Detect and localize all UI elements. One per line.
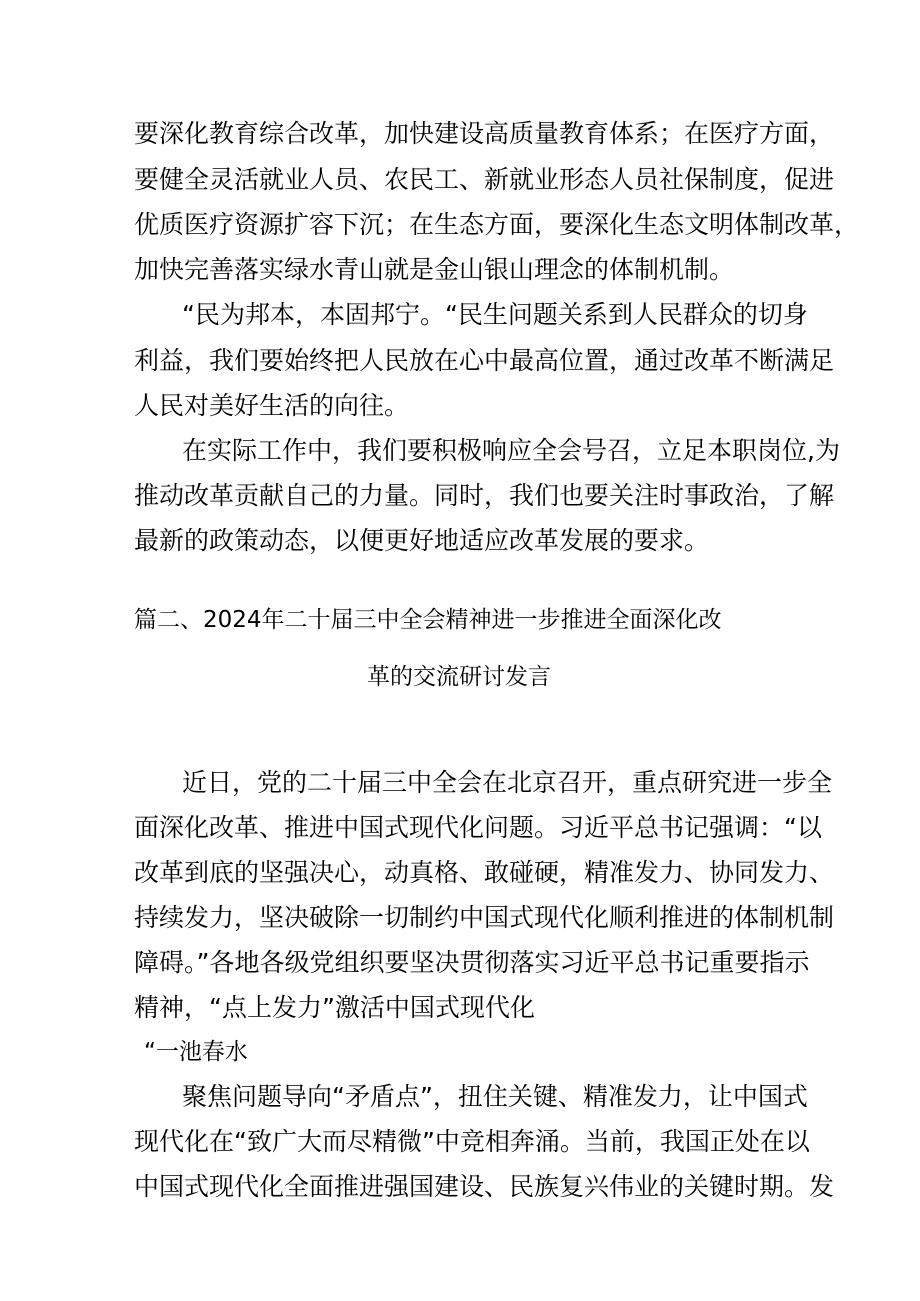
text-line: 利益，我们要始终把人民放在心中最高位置，通过改革不断满足 bbox=[134, 346, 835, 375]
text-line: 人民对美好生活的向往。 bbox=[134, 391, 410, 420]
text-line: 要健全灵活就业人员、农民工、新就业形态人员社保制度，促进 bbox=[134, 165, 835, 194]
text-line: 持续发力，坚决破除一切制约中国式现代化顺利推进的体制机制 bbox=[134, 903, 835, 932]
paragraph-first-line: “民为邦本，本固邦宁。“民生问题关系到人民群众的切身 bbox=[182, 300, 808, 329]
text-line: 障碍。”各地各级党组织要坚决贯彻落实习近平总书记重要指示 bbox=[134, 948, 810, 977]
section-heading-continued: 革的交流研讨发言 bbox=[367, 664, 551, 690]
paragraph-first-line: 在实际工作中，我们要积极响应全会号召，立足本职岗位,为 bbox=[182, 436, 840, 465]
text-fragment: “一池春水 bbox=[144, 1039, 248, 1065]
text-line: 现代化在“致广大而尽精微”中竞相奔涌。当前，我国正处在以 bbox=[134, 1127, 810, 1156]
paragraph-first-line: 聚焦问题导向“矛盾点”，扭住关键、精准发力，让中国式 bbox=[182, 1082, 808, 1111]
section-heading: 篇二、2024年二十届三中全会精神进一步推进全面深化改 bbox=[134, 607, 722, 633]
text-line: 优质医疗资源扩容下沉；在生态方面，要深化生态文明体制改革， bbox=[134, 210, 860, 239]
text-line: 改革到底的坚强决心，动真格、敢碰硬，精准发力、协同发力、 bbox=[134, 858, 835, 887]
text-line: 面深化改革、推进中国式现代化问题。习近平总书记强调：“以 bbox=[134, 813, 822, 842]
text-line: 要深化教育综合改革，加快建设高质量教育体系；在医疗方面， bbox=[134, 119, 835, 148]
text-line: 推动改革贡献自己的力量。同时，我们也要关注时事政治，了解 bbox=[134, 481, 835, 510]
text-line: 加快完善落实绿水青山就是金山银山理念的体制机制。 bbox=[134, 255, 735, 284]
text-line: 中国式现代化全面推进强国建设、民族复兴伟业的关键时期。发 bbox=[134, 1172, 835, 1201]
text-line: 精神，“点上发力”激活中国式现代化 bbox=[134, 993, 535, 1022]
text-line: 最新的政策动态，以便更好地适应改革发展的要求。 bbox=[134, 526, 710, 555]
paragraph-first-line: 近日，党的二十届三中全会在北京召开，重点研究进一步全 bbox=[182, 768, 833, 797]
